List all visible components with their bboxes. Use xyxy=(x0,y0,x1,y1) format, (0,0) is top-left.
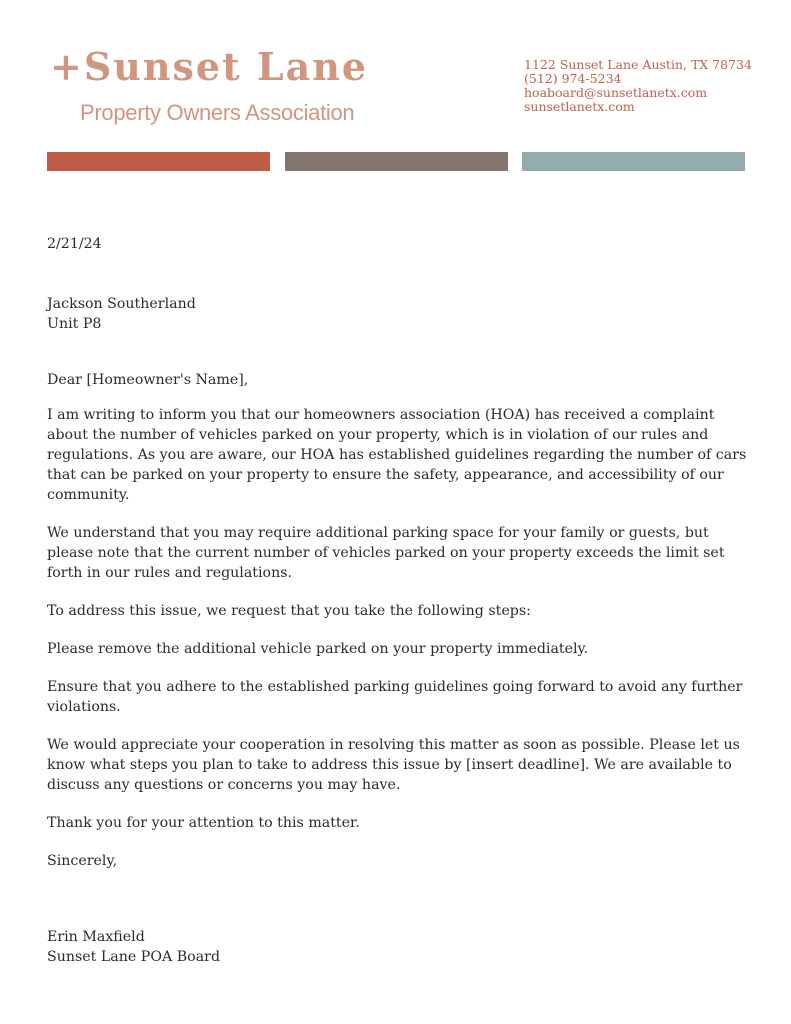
recipient-block xyxy=(47,294,747,334)
contact-website: sunsetlanetx.com xyxy=(524,99,635,114)
organization-logo-title: +Sunset Lane xyxy=(50,44,369,89)
signer-title: Sunset Lane POA Board xyxy=(47,949,221,965)
letter-paragraph: Thank you for your attention to this matter. xyxy=(47,815,360,831)
header-color-bar-rust xyxy=(47,152,270,171)
contact-block xyxy=(524,58,752,114)
letter-paragraph: Ensure that you adhere to the established parking guidelines going forward to avoid any further violations. xyxy=(47,679,743,715)
signer-name: Erin Maxfield xyxy=(47,929,145,945)
contact-email: hoaboard@sunsetlanetx.com xyxy=(524,85,708,100)
letter-closing: Sincerely, xyxy=(47,853,118,869)
contact-phone: (512) 974-5234 xyxy=(524,71,622,86)
letter-paragraph: We would appreciate your cooperation in resolving this matter as soon as possible. Please let us know what steps you plan to take to address this issue by [insert deadline]. We are available to discuss any questions or concerns you may have. xyxy=(47,737,740,793)
letter-paragraph: I am writing to inform you that our homeowners association (HOA) has received a complaint about the number of vehicles parked on your property, which is in violation of our rules and regulations. As you are aware, our HOA has established guidelines regarding the number of cars that can be parked on your property to ensure the safety, appearance, and accessibility of our community. xyxy=(47,407,747,503)
recipient-name: Jackson Southerland xyxy=(47,296,196,312)
contact-address: 1122 Sunset Lane Austin, TX 78734 xyxy=(524,57,752,72)
signature-block xyxy=(47,927,747,967)
header-color-bar-taupe xyxy=(285,152,508,171)
letter-body xyxy=(47,234,747,967)
letter-date: 2/21/24 xyxy=(47,236,102,252)
letter-paragraph: To address this issue, we request that you take the following steps: xyxy=(47,603,531,619)
organization-subtitle: Property Owners Association xyxy=(80,100,355,125)
recipient-unit: Unit P8 xyxy=(47,316,102,332)
letter-paragraph: We understand that you may require additional parking space for your family or guests, but please note that the current number of vehicles parked on your property exceeds the limit set forth in our rules and regulations. xyxy=(47,525,725,581)
letter-greeting: Dear [Homeowner's Name], xyxy=(47,372,249,388)
letter-paragraph: Please remove the additional vehicle parked on your property immediately. xyxy=(47,641,589,657)
header-color-bar-teal xyxy=(522,152,745,171)
